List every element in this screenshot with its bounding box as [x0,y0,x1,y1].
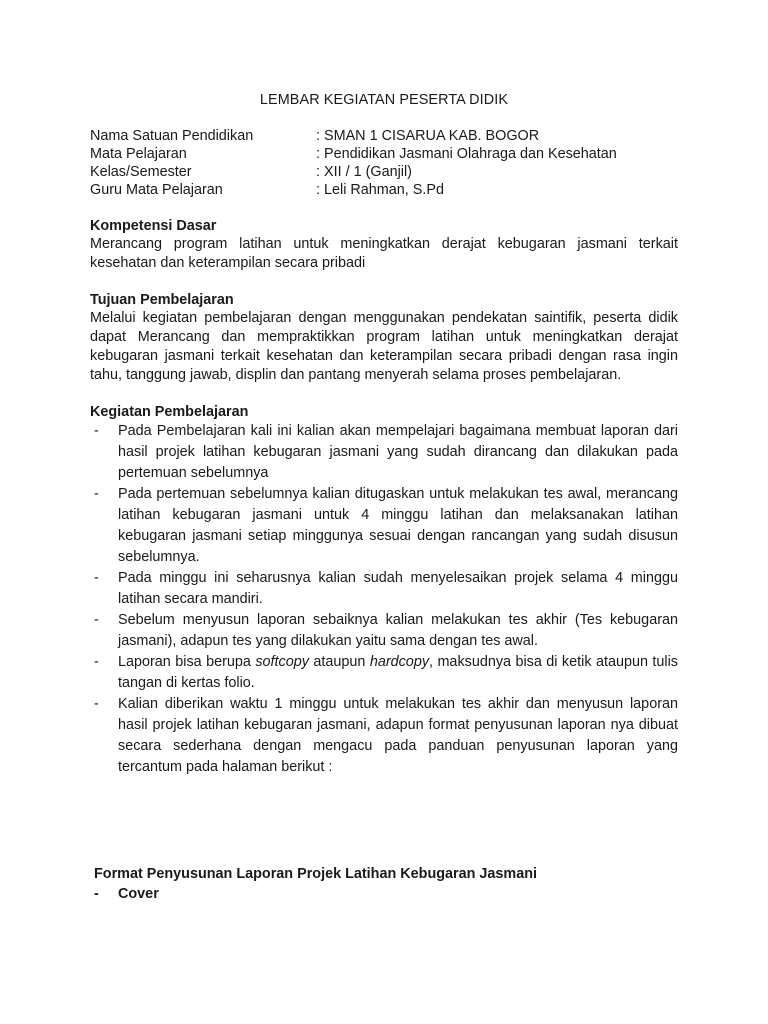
kegiatan-list [90,421,678,778]
kompetensi-text: Merancang program latihan untuk meningkatkan derajat kebugaran jasmani terkait kesehatan dan keterampilan secara pribadi [90,236,678,271]
list-item [90,694,678,778]
document-title: LEMBAR KEGIATAN PESERTA DIDIK [259,92,509,108]
bullet-dash: - [94,696,99,712]
bullet-dash: - [94,570,99,586]
bullet-dash: - [94,486,99,502]
emphasis-hardcopy: hardcopy [369,654,430,670]
identity-row [90,163,617,181]
kegiatan-section [90,403,678,778]
list-item [90,484,678,568]
identity-value: : Leli Rahman, S.Pd [316,182,444,198]
identity-value: : Pendidikan Jasmani Olahraga dan Kesehatan [316,146,617,162]
identity-value: : SMAN 1 CISARUA KAB. BOGOR [316,128,540,144]
identity-value: : XII / 1 (Ganjil) [316,164,412,180]
format-heading: Format Penyusunan Laporan Projek Latihan Kebugaran Jasmani [94,866,538,882]
list-item [90,652,678,694]
identity-row [90,145,617,163]
format-item-cover [90,884,678,904]
emphasis-softcopy: softcopy [255,654,309,670]
list-item [90,610,678,652]
list-item-text: Pada Pembelajaran kali ini kalian akan mempelajari bagaimana membuat laporan dari hasil projek latihan kebugaran jasmani yang sudah dirancang dan dilakukan pada pertemuan sebelumnya [118,423,678,481]
bullet-dash: - [94,654,99,670]
bullet-dash: - [94,612,99,628]
format-item-label: Cover [118,886,159,902]
kompetensi-heading: Kompetensi Dasar [90,218,217,234]
list-item-text-pre: Laporan bisa berupa [118,654,256,670]
identity-table [90,127,617,199]
list-item [90,421,678,484]
identity-label: Guru Mata Pelajaran [90,182,223,198]
bullet-dash: - [94,423,99,439]
bullet-dash: - [94,886,99,902]
list-item-text: Kalian diberikan waktu 1 minggu untuk melakukan tes akhir dan menyusun laporan hasil projek latihan kebugaran jasmani, adapun format penyusunan laporan nya dibuat secara sederhana dengan mengacu pada panduan penyusunan laporan yang tercantum pada halaman berikut : [118,696,678,775]
identity-row [90,181,617,199]
tujuan-heading: Tujuan Pembelajaran [90,292,234,308]
identity-label: Nama Satuan Pendidikan [90,128,254,144]
list-item-text-post: , maksudnya bisa di ketik ataupun tulis tangan di kertas folio. [118,654,679,691]
list-item-text-mid: ataupun [308,654,370,670]
kegiatan-heading: Kegiatan Pembelajaran [90,404,249,420]
list-item-text: Pada minggu ini seharusnya kalian sudah menyelesaikan projek selama 4 minggu latihan secara mandiri. [118,570,678,607]
list-item [90,568,678,610]
list-item-text: Sebelum menyusun laporan sebaiknya kalian melakukan tes akhir (Tes kebugaran jasmani), adapun tes yang dilakukan yaitu sama dengan tes awal. [118,612,678,649]
list-item-text: Pada pertemuan sebelumnya kalian ditugaskan untuk melakukan tes awal, merancang latihan kebugaran jasmani untuk 4 minggu latihan dan melaksanakan latihan kebugaran jasmani setiap minggunya sesuai dengan rancangan yang sudah disusun sebelumnya. [118,486,678,565]
identity-row [90,127,617,145]
kompetensi-section [90,217,678,273]
identity-label: Kelas/Semester [90,164,192,180]
tujuan-text: Melalui kegiatan pembelajaran dengan menggunakan pendekatan saintifik, peserta didik dapat Merancang dan mempraktikkan program latihan untuk meningkatkan derajat kebugaran jasmani terkait kesehatan dan keterampilan secara pribadi dengan rasa ingin tahu, tanggung jawab, displin dan pantang menyerah selama proses pembelajaran. [90,310,678,383]
identity-label: Mata Pelajaran [90,146,187,162]
tujuan-section [90,291,678,385]
